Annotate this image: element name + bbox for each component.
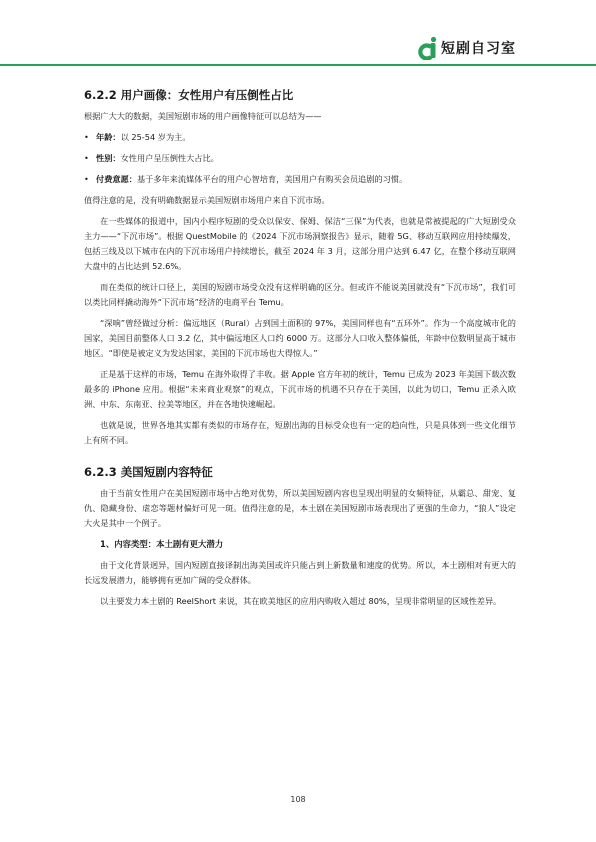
trait-text: 基于多年来流媒体平台的用户心智培育，美国用户有购买会员追剧的习惯。: [136, 174, 408, 184]
paragraph: 而在类似的统计口径上，美国的短剧市场受众没有这样明确的区分。但或许不能说美国就没有“下沉市场”，我们可以类比同样撬动海外“下沉市场”经济的电商平台 Temu。: [84, 282, 516, 307]
paragraph: “深响”曾经做过分析：偏远地区（Rural）占到国土面积的 97%，美国同样也有“五环外”。作为一个高度城市化的国家，美国目前整体人口 3.2 亿，其中偏远地区人口约 6000 万。这部分人口收入整体偏低，年龄中位数明显高于城市地区。“即使是被定义为发达国家，美国的下沉市场也大得惊人。”: [84, 318, 516, 358]
paragraph: 以主要发力本土剧的 ReelShort 来说，其在欧美地区的应用内购收入超过 80%，呈现非常明显的区域性差异。: [100, 596, 502, 606]
paragraph: 在一些媒体的报道中，国内小程序短剧的受众以保安、保姆、保洁“三保”为代表，也就是常被提起的广大短剧受众主力——“下沉市场”。根据 QuestMobile 的《2024 下沉市场洞察报告》显示，随着 5G、移动互联网应用持续爆发，包括三线及以下城市在内的下沉市场用户持续增长，截至 2024 年 3 月，这部分用户达到 6.47 亿，在整个移动互联网大盘中的占比达到 52.6%。: [84, 216, 516, 271]
trait-gender: [84, 151, 516, 166]
paragraph: 正是基于这样的市场，Temu 在海外取得了丰收。据 Apple 官方年初的统计，Temu 已成为 2023 年美国下载次数最多的 iPhone 应用。根据“未来商业观察”的观点，下沉市场的机遇不只存在于美国，以此为切口，Temu 正杀入欧洲、中东、东南亚、拉美等地区，并在各地快速崛起。: [84, 369, 516, 409]
trait-label: 付费意愿：: [96, 174, 137, 184]
paragraph-intro: 根据广大大的数据，美国短剧市场的用户画像特征可以总结为——: [84, 111, 322, 121]
green-stylized-d-icon: [418, 36, 438, 60]
paragraph: 由于文化背景迥异，国内短剧直接译制出海美国或许只能占到上新数量和速度的优势。所以，本土剧相对有更大的长远发展潜力，能够拥有更加广阔的受众群体。: [84, 560, 516, 585]
trait-age: [84, 130, 516, 145]
user-trait-list: [84, 130, 516, 187]
trait-label: 性别：: [96, 153, 121, 163]
page-content: [84, 87, 516, 615]
trait-label: 年龄：: [96, 132, 121, 142]
trait-payment-willingness: [84, 172, 516, 187]
brand-logo: [418, 36, 516, 60]
subheading-content-type: 1、内容类型：本土剧有更大潜力: [100, 539, 224, 549]
bullet-icon: •: [84, 174, 89, 184]
trait-text: 以 25-54 岁为主。: [120, 132, 191, 142]
paragraph: 由于当前女性用户在美国短剧市场中占绝对优势，所以美国短剧内容也呈现出明显的女频特征，从霸总、甜宠、复仇、隐藏身份、虐恋等题材偏好可见一斑。值得注意的是，本土剧在美国短剧市场表现出了更强的生命力，“狼人”设定大火是其中一个例子。: [84, 488, 516, 528]
section-heading-6-2-2: 6.2.2 用户画像：女性用户有压倒性占比: [84, 88, 294, 102]
bullet-icon: •: [84, 132, 89, 142]
section-heading-6-2-3: 6.2.3 美国短剧内容特征: [84, 465, 213, 479]
header-divider: [0, 64, 596, 66]
page-number: 108: [290, 795, 306, 804]
brand-name: 短剧自习室: [441, 41, 516, 57]
paragraph-note: 值得注意的是，没有明确数据显示美国短剧市场用户来自下沉市场。: [84, 195, 330, 205]
bullet-icon: •: [84, 153, 89, 163]
paragraph: 也就是说，世界各地其实都有类似的市场存在，短剧出海的目标受众也有一定的趋向性，只是具体到一些文化细节上有所不同。: [84, 420, 516, 445]
section-spacer: [84, 454, 516, 464]
trait-text: 女性用户呈压倒性大占比。: [120, 153, 219, 163]
